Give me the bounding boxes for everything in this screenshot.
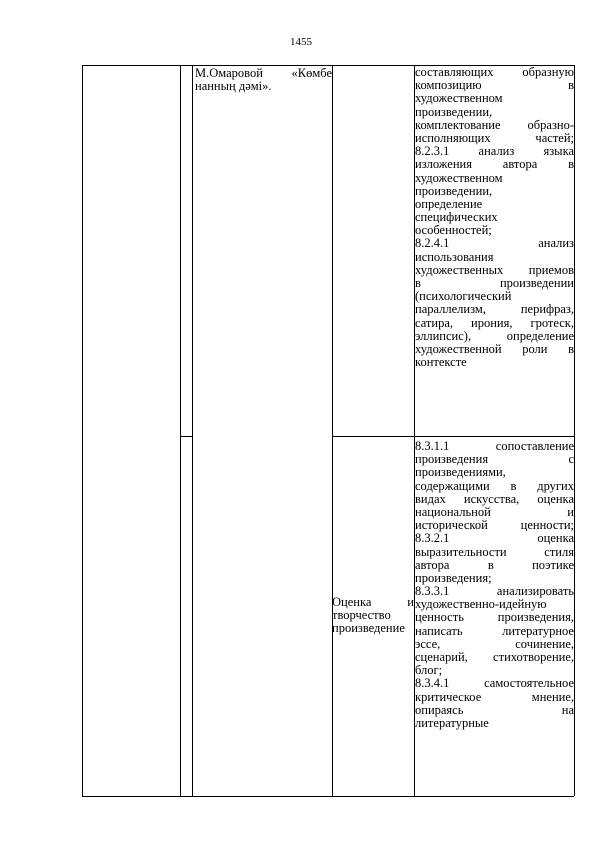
objective-line: 8.3.3.1 анализировать bbox=[415, 584, 574, 599]
table-right-border bbox=[574, 65, 575, 796]
objectives-cell-bottom bbox=[415, 440, 574, 730]
objective-line: исполняющих частей; bbox=[415, 130, 574, 145]
objective-line: произведения с bbox=[415, 452, 574, 467]
objective-line: произведения; bbox=[415, 570, 492, 585]
objective-line: произведении, bbox=[415, 104, 493, 119]
objective-line: художественной роли в bbox=[415, 341, 574, 356]
objective-line: произведении, bbox=[415, 183, 493, 198]
section-label-line: произведение bbox=[332, 621, 405, 636]
objective-line: 8.2.4.1 анализ bbox=[415, 236, 574, 251]
objective-line: содержащими в других bbox=[415, 478, 574, 493]
objective-line: ценность произведения, bbox=[415, 610, 574, 625]
section-label-line: Оценка и bbox=[332, 595, 414, 609]
objective-line: изложения автора в bbox=[415, 157, 574, 172]
objective-line: сатира, ирония, гротеск, bbox=[415, 315, 574, 330]
page-number: 1455 bbox=[290, 36, 312, 48]
objective-line: комплектование образно- bbox=[415, 117, 574, 132]
objective-line: 8.3.1.1 сопоставление bbox=[415, 439, 574, 453]
work-title-cell bbox=[195, 67, 332, 93]
section-label-line: творчество bbox=[332, 608, 391, 623]
objective-line: художественном bbox=[415, 91, 503, 106]
objective-line: 8.2.3.1 анализ языка bbox=[415, 144, 574, 159]
objective-line: особенностей; bbox=[415, 223, 492, 238]
objective-line: композицию в bbox=[415, 78, 574, 93]
objective-line: блог; bbox=[415, 663, 443, 678]
column-separator-3 bbox=[332, 65, 333, 796]
objective-line: в произведении bbox=[415, 276, 574, 290]
objective-line: национальной и bbox=[415, 504, 574, 519]
objective-line: автора в поэтике bbox=[415, 557, 574, 572]
row-separator-left bbox=[180, 436, 192, 437]
row-separator-right bbox=[332, 436, 574, 437]
objective-line: художественном bbox=[415, 170, 503, 185]
objective-line: сценарий, стихотворение, bbox=[415, 650, 574, 664]
objective-line: 8.3.4.1 самостоятельное bbox=[415, 676, 574, 691]
objective-line: 8.3.2.1 оценка bbox=[415, 531, 574, 546]
objective-line: опираясь на bbox=[415, 702, 574, 717]
objective-line: использования bbox=[415, 249, 494, 264]
objective-line: эссе, сочинение, bbox=[415, 636, 574, 651]
objective-line: произведениями, bbox=[415, 465, 506, 480]
section-label-cell bbox=[332, 596, 414, 636]
objective-line: составляющих образную bbox=[415, 65, 574, 79]
work-title-line: М.Омаровой «Көмбе bbox=[195, 66, 332, 80]
objective-line: определение bbox=[415, 196, 483, 211]
column-separator-1 bbox=[180, 65, 181, 796]
objective-line: видах искусства, оценка bbox=[415, 491, 574, 506]
objective-line: исторической ценности; bbox=[415, 518, 574, 533]
objective-line: параллелизм, перифраз, bbox=[415, 302, 574, 317]
objective-line: контексте bbox=[415, 355, 467, 370]
objective-line: выразительности стиля bbox=[415, 544, 574, 559]
objective-line: специфических bbox=[415, 210, 498, 225]
objectives-cell-top bbox=[415, 66, 574, 369]
table-bottom-border bbox=[82, 796, 574, 797]
objective-line: (психологический bbox=[415, 289, 512, 304]
objective-line: художественных приемов bbox=[415, 262, 574, 277]
objective-line: написать литературное bbox=[415, 623, 574, 638]
objective-line: критическое мнение, bbox=[415, 689, 574, 704]
table-left-border bbox=[82, 65, 83, 796]
work-title-line: нанның дәмі». bbox=[195, 79, 272, 94]
objective-line: литературные bbox=[415, 715, 489, 730]
objective-line: эллипсис), определение bbox=[415, 328, 574, 343]
column-separator-2 bbox=[192, 65, 193, 796]
objective-line: художественно-идейную bbox=[415, 597, 547, 612]
